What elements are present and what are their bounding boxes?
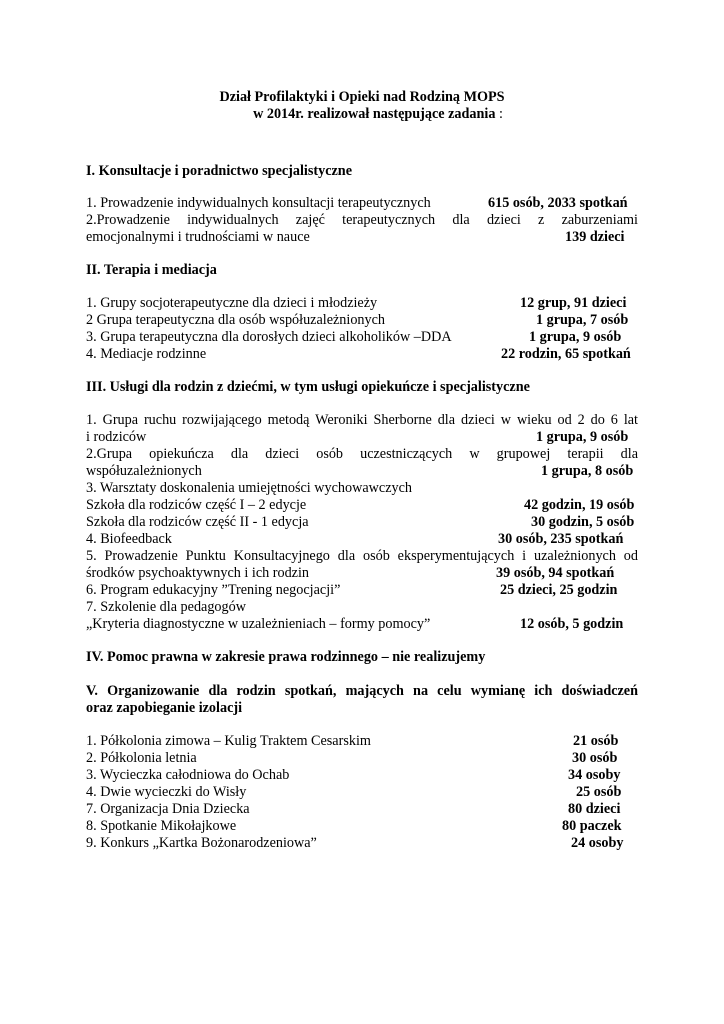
s3-item-7-label: 7. Szkolenie dla pedagogów bbox=[86, 599, 246, 615]
s5-item-2 bbox=[86, 750, 638, 767]
s3-item-5-line1: 5. Prowadzenie Punktu Konsultacyjnego dla osób eksperymentujących i uzależnionych od bbox=[86, 548, 638, 564]
s5-item-3-label: 3. Wycieczka całodniowa do Ochab bbox=[86, 767, 290, 783]
s2-item-2-label: 2 Grupa terapeutyczna dla osób współuzależnionych bbox=[86, 312, 386, 328]
s5-item-3-value: 34 osoby bbox=[568, 767, 621, 783]
s5-item-9 bbox=[86, 835, 638, 852]
s5-item-2-label: 2. Półkolonia letnia bbox=[86, 750, 197, 766]
section-5-heading-line1: V. Organizowanie dla rodzin spotkań, mających na celu wymianę ich doświadczeń bbox=[86, 683, 638, 699]
s1-item-2-line2 bbox=[86, 229, 638, 246]
s2-item-4-value: 22 rodzin, 65 spotkań bbox=[501, 346, 631, 362]
document-title-line2 bbox=[16, 106, 724, 123]
s5-item-4-value: 25 osób bbox=[576, 784, 622, 800]
s1-item-1-label: 1. Prowadzenie indywidualnych konsultacji terapeutycznych bbox=[86, 195, 431, 211]
s3-item-3-label: 3. Warsztaty doskonalenia umiejętności wychowawczych bbox=[86, 480, 412, 496]
s2-item-3-value: 1 grupa, 9 osób bbox=[529, 329, 622, 345]
s5-item-7-value: 80 dzieci bbox=[568, 801, 621, 817]
section-5-heading-line2: oraz zapobieganie izolacji bbox=[86, 700, 243, 716]
s1-item-1-value: 615 osób, 2033 spotkań bbox=[488, 195, 628, 211]
s2-item-2-value: 1 grupa, 7 osób bbox=[536, 312, 629, 328]
s3-item-5-label: środków psychoaktywnych i ich rodzin bbox=[86, 565, 310, 581]
s5-item-8-value: 80 paczek bbox=[562, 818, 622, 834]
s3-item-6-value: 25 dzieci, 25 godzin bbox=[500, 582, 618, 598]
s3-item-3b-value: 30 godzin, 5 osób bbox=[531, 514, 635, 530]
s5-item-8 bbox=[86, 818, 638, 835]
s3-item-3a-label: Szkoła dla rodziców część I – 2 edycje bbox=[86, 497, 307, 513]
document-title-line1: Dział Profilaktyki i Opieki nad Rodziną MOPS bbox=[219, 89, 505, 105]
s1-item-2-line1: 2.Prowadzenie indywidualnych zajęć terapeutycznych dla dzieci z zaburzeniami bbox=[86, 212, 638, 228]
s3-item-7a-value: 12 osób, 5 godzin bbox=[520, 616, 624, 632]
s3-item-7 bbox=[86, 599, 638, 616]
s2-item-3 bbox=[86, 329, 638, 346]
s3-item-4-value: 30 osób, 235 spotkań bbox=[498, 531, 624, 547]
s3-item-2-line2 bbox=[86, 463, 638, 480]
s5-item-4 bbox=[86, 784, 638, 801]
s2-item-1-label: 1. Grupy socjoterapeutyczne dla dzieci i młodzieży bbox=[86, 295, 378, 311]
s3-item-1-line1: 1. Grupa ruchu rozwijającego metodą Weroniki Sherborne dla dzieci w wieku od 2 do 6 lat bbox=[86, 412, 638, 428]
s3-item-4 bbox=[86, 531, 638, 548]
s3-item-2-value: 1 grupa, 8 osób bbox=[541, 463, 634, 479]
s1-item-1 bbox=[86, 195, 638, 212]
s5-item-1 bbox=[86, 733, 638, 750]
s5-item-4-label: 4. Dwie wycieczki do Wisły bbox=[86, 784, 247, 800]
s5-item-7-label: 7. Organizacja Dnia Dziecka bbox=[86, 801, 250, 817]
s5-item-3 bbox=[86, 767, 638, 784]
s5-item-2-value: 30 osób bbox=[572, 750, 618, 766]
s5-item-9-label: 9. Konkurs „Kartka Bożonarodzeniowa” bbox=[86, 835, 317, 851]
s2-item-1 bbox=[86, 295, 638, 312]
s2-item-1-value: 12 grup, 91 dzieci bbox=[520, 295, 627, 311]
s5-item-1-value: 21 osób bbox=[573, 733, 619, 749]
s3-item-6-label: 6. Program edukacyjny ”Trening negocjacji” bbox=[86, 582, 341, 598]
s5-item-9-value: 24 osoby bbox=[571, 835, 624, 851]
s3-item-7a bbox=[86, 616, 638, 633]
s2-item-4 bbox=[86, 346, 638, 363]
s1-item-2-label: emocjonalnymi i trudnościami w nauce bbox=[86, 229, 310, 245]
title-line2-suffix: : bbox=[495, 106, 503, 122]
s1-item-2-value: 139 dzieci bbox=[565, 229, 625, 245]
section-2-heading: II. Terapia i mediacja bbox=[86, 262, 217, 278]
s3-item-5-line2 bbox=[86, 565, 638, 582]
s3-item-7a-label: „Kryteria diagnostyczne w uzależnieniach – formy pomocy” bbox=[86, 616, 431, 632]
s3-item-5-value: 39 osób, 94 spotkań bbox=[496, 565, 615, 581]
s5-item-8-label: 8. Spotkanie Mikołajkowe bbox=[86, 818, 237, 834]
s3-item-3 bbox=[86, 480, 638, 497]
s5-item-7 bbox=[86, 801, 638, 818]
section-1-heading: I. Konsultacje i poradnictwo specjalistyczne bbox=[86, 163, 352, 179]
s3-item-6 bbox=[86, 582, 638, 599]
s5-item-1-label: 1. Półkolonia zimowa – Kulig Traktem Cesarskim bbox=[86, 733, 371, 749]
s3-item-2-label: współuzależnionych bbox=[86, 463, 202, 479]
s3-item-1-line2 bbox=[86, 429, 638, 446]
s3-item-3b bbox=[86, 514, 638, 531]
s3-item-4-label: 4. Biofeedback bbox=[86, 531, 172, 547]
section-4-heading: IV. Pomoc prawna w zakresie prawa rodzinnego – nie realizujemy bbox=[86, 649, 486, 665]
s2-item-4-label: 4. Mediacje rodzinne bbox=[86, 346, 207, 362]
s2-item-3-label: 3. Grupa terapeutyczna dla dorosłych dzieci alkoholików –DDA bbox=[86, 329, 452, 345]
title-line2-text: w 2014r. realizował następujące zadania bbox=[253, 106, 496, 122]
section-3-heading: III. Usługi dla rodzin z dziećmi, w tym usługi opiekuńcze i specjalistyczne bbox=[86, 379, 530, 395]
s3-item-1-label: i rodziców bbox=[86, 429, 147, 445]
s3-item-1-value: 1 grupa, 9 osób bbox=[536, 429, 629, 445]
s3-item-2-line1: 2.Grupa opiekuńcza dla dzieci osób uczestniczących w grupowej terapii dla bbox=[86, 446, 638, 462]
s3-item-3a bbox=[86, 497, 638, 514]
s2-item-2 bbox=[86, 312, 638, 329]
s3-item-3b-label: Szkoła dla rodziców część II - 1 edycja bbox=[86, 514, 309, 530]
s3-item-3a-value: 42 godzin, 19 osób bbox=[524, 497, 635, 513]
